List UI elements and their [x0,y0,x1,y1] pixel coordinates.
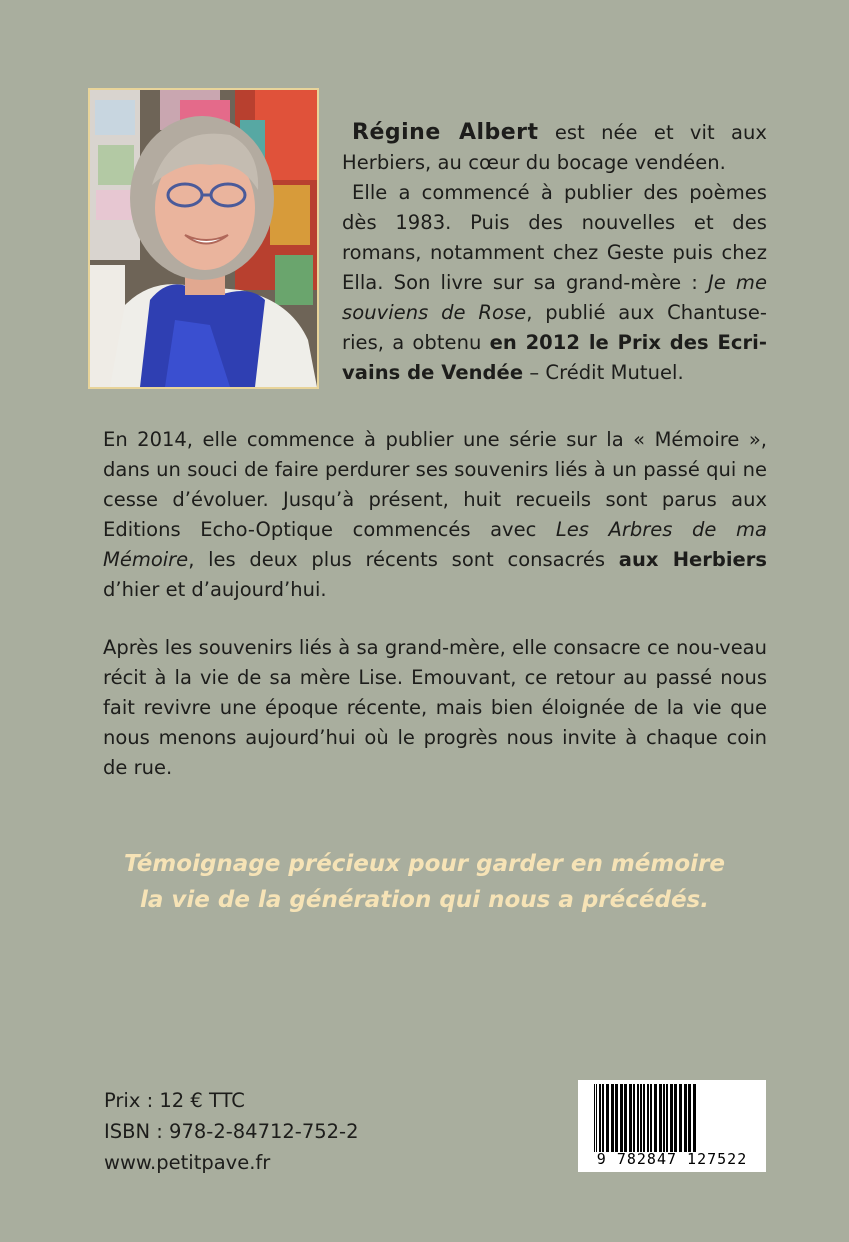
barcode-bar [596,1084,597,1152]
barcode-bars [578,1084,766,1154]
publisher-website: www.petitpave.fr [104,1151,271,1174]
barcode-bar [666,1084,668,1152]
barcode-bar [602,1084,604,1152]
author-portrait-illustration [90,90,317,387]
barcode-bar [594,1084,595,1152]
barcode-bar [606,1084,609,1152]
barcode-bar [684,1084,687,1152]
isbn: ISBN : 978-2-84712-752-2 [104,1120,359,1143]
prize-mention: en 2012 le Prix des Ecri-vains de Vendée [342,331,767,384]
barcode-bar [659,1084,662,1152]
bio-paragraph-1: Régine Albert est née et vit aux Herbiers, au cœur du bocage vendéen. [342,120,767,174]
barcode-bar [633,1084,635,1152]
barcode-bar [663,1084,665,1152]
barcode-bar [620,1084,623,1152]
memoire-paragraph: En 2014, elle commence à publier une série sur la « Mémoire », dans un souci de faire perdurer ses souvenirs liés à un passé qui ne cesse d’évoluer. Jusqu’à présent, huit recueils sont parus aux Editions Echo-Optique commencés avec Les Arbres de ma Mémoire, les deux plus récents sont consacrés aux Herbiers d’hier et d’aujourd’hui. [103,428,767,601]
barcode-bar [670,1084,673,1152]
barcode-bar [599,1084,601,1152]
tagline-line-2: la vie de la génération qui nous a précédés. [140,887,709,913]
author-photo [88,88,319,389]
barcode-bar [629,1084,632,1152]
barcode-bar [615,1084,618,1152]
barcode-bar [693,1084,696,1152]
barcode-bar [650,1084,652,1152]
bio-paragraph-2: Elle a commencé à publier des poèmes dès 1983. Puis des nouvelles et des romans, notamment chez Geste puis chez Ella. Son livre sur sa grand-mère : Je me souviens de Rose, publié aux Chantuse-ries, a obtenu en 2012 le Prix des Ecri-vains de Vendée – Crédit Mutuel. [342,181,768,384]
book-title-rose: Je me souviens de Rose [342,271,767,324]
barcode-bar [624,1084,627,1152]
tagline [40,846,809,918]
isbn-barcode [578,1080,766,1172]
barcode-bar [637,1084,639,1152]
barcode-bar [643,1084,645,1152]
barcode-bar [679,1084,682,1152]
price: Prix : 12 € TTC [104,1089,245,1112]
barcode-digits: 9 782847 127522 [596,1150,748,1168]
recit-paragraph: Après les souvenirs liés à sa grand-mère, elle consacre ce nou-veau récit à la vie de sa mère Lise. Emouvant, ce retour au passé nous fait revivre une époque récente, mais bien éloignée de la vie que nous menons aujourd’hui où le progrès nous invite à chaque coin de rue. [103,636,767,779]
publication-info [104,1085,359,1178]
tagline-line-1: Témoignage précieux pour garder en mémoire [123,851,725,877]
barcode-bar [647,1084,649,1152]
barcode-bar [674,1084,677,1152]
herbiers-mention: aux Herbiers [618,548,767,571]
barcode-bar [611,1084,614,1152]
barcode-bar [654,1084,657,1152]
author-biography [342,118,767,388]
book-title-arbres: Les Arbres de ma Mémoire [103,518,767,571]
barcode-bar [688,1084,691,1152]
author-name: Régine Albert [352,120,539,145]
barcode-bar [640,1084,642,1152]
